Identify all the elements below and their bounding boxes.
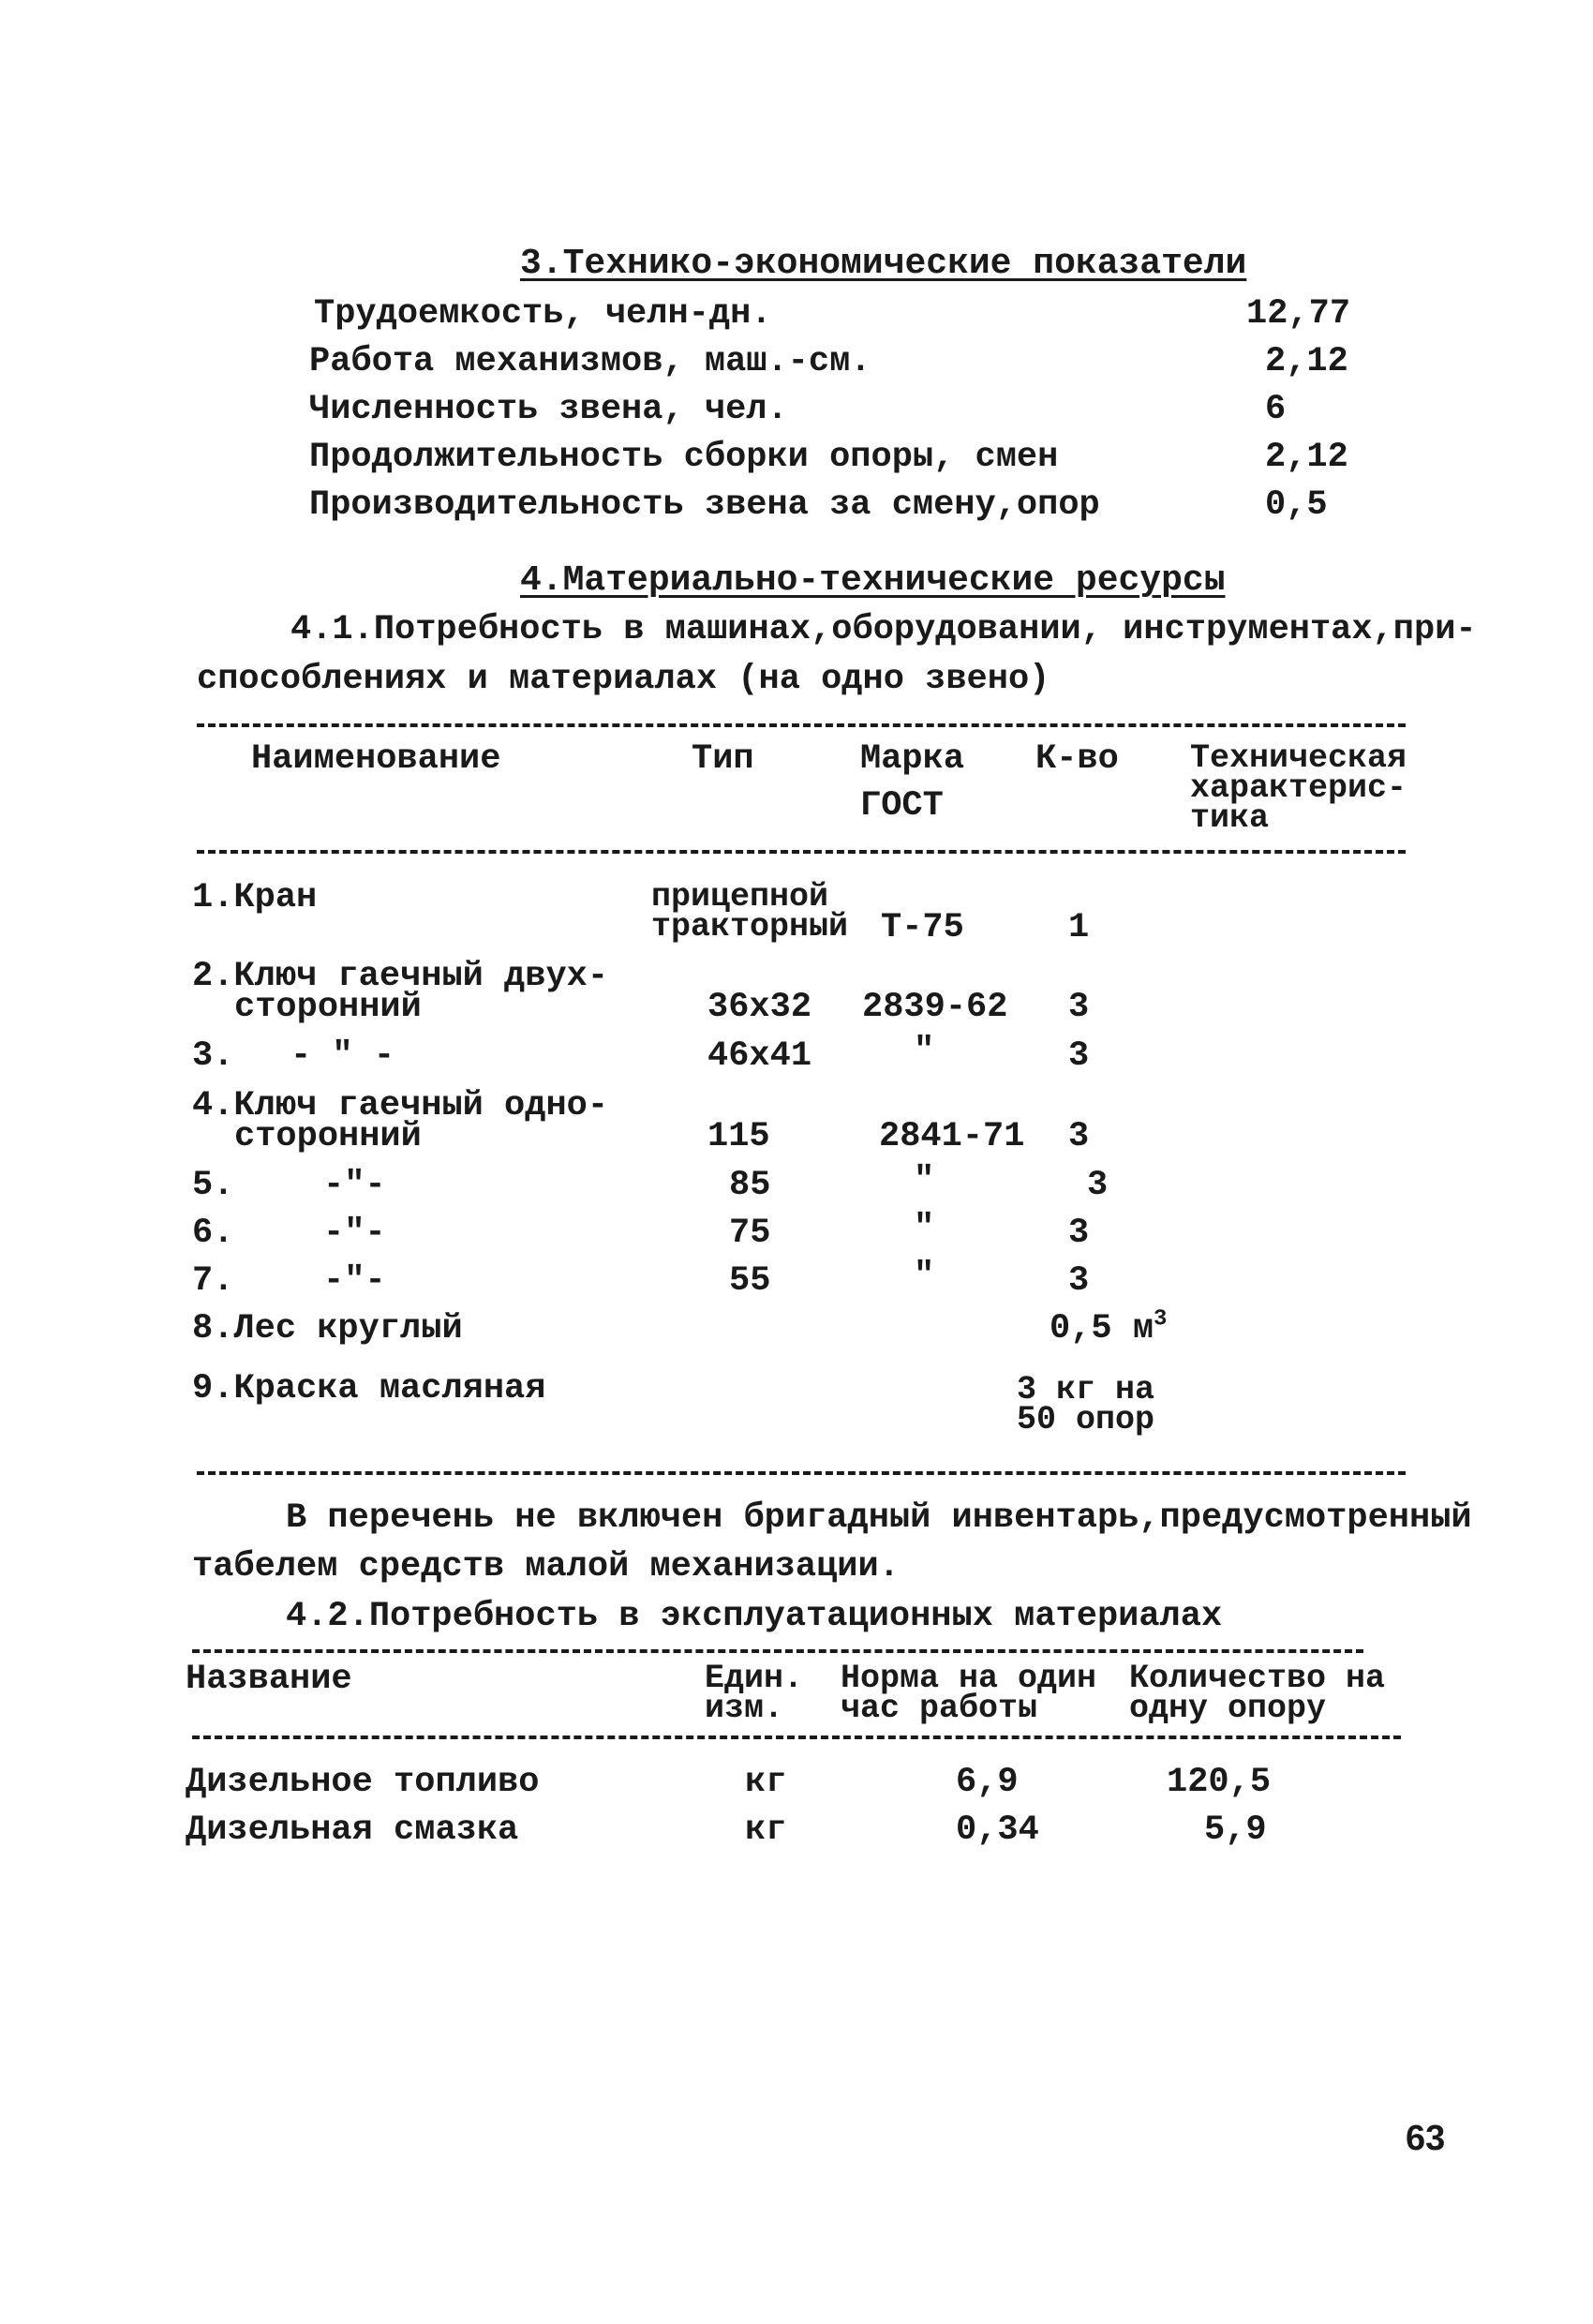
- page-number: 63: [1406, 2119, 1446, 2158]
- table1-cell-type: 46х41: [707, 1036, 812, 1076]
- table1-header-mark: Марка: [860, 739, 965, 779]
- table1-cell-qty: 50 опор: [1017, 1401, 1155, 1438]
- table1-cell-mark: Т-75: [881, 908, 964, 947]
- table1-cell-qty-value: 0,5 м: [1050, 1309, 1154, 1348]
- table2-header-rule: [192, 1736, 1401, 1739]
- note-line2: табелем средств малой механизации.: [192, 1547, 900, 1587]
- table1-cell-ditto: - " -: [290, 1036, 395, 1076]
- table2-cell-amount: 120,5: [1167, 1763, 1272, 1802]
- table2-header-amount: одну опору: [1129, 1690, 1327, 1727]
- indicator-value: 2,12: [1265, 342, 1348, 381]
- table1-cell-mark: 2839-62: [862, 988, 1008, 1027]
- table1-cell-ditto: -"-: [323, 1214, 386, 1253]
- table1-cell-type: 115: [707, 1117, 770, 1156]
- indicator-label: Работа механизмов, маш.-см.: [309, 342, 871, 381]
- table2-cell-unit: кг: [745, 1810, 787, 1850]
- table1-cell-type: тракторный: [651, 908, 849, 946]
- table1-cell-name: сторонний: [234, 988, 422, 1027]
- table1-cell-qty: 3: [1068, 1214, 1090, 1253]
- table2-cell-name: Дизельное топливо: [186, 1763, 540, 1802]
- table1-bottom-rule: [197, 1471, 1406, 1475]
- table1-header-tech: тика: [1190, 799, 1270, 837]
- table1-cell-qty: 3 кг на: [1017, 1371, 1155, 1408]
- table1-cell-name: 2.Ключ гаечный двух-: [192, 957, 609, 996]
- table1-cell-qty: 3: [1068, 988, 1090, 1027]
- table1-cell-qty: 1: [1068, 908, 1090, 947]
- indicator-value: 2,12: [1265, 438, 1348, 477]
- table1-cell-type: 55: [729, 1261, 771, 1301]
- table1-cell-name: 9.Краска масляная: [192, 1369, 546, 1408]
- table1-cell-name: 3.: [192, 1036, 234, 1076]
- table1-header-name: Наименование: [251, 739, 501, 779]
- table1-cell-mark: ": [914, 1257, 935, 1296]
- indicator-value: 0,5: [1265, 485, 1328, 525]
- table1-cell-name: 4.Ключ гаечный одно-: [192, 1086, 609, 1125]
- table1-header-tech: Техническая: [1190, 739, 1407, 777]
- table2-cell-name: Дизельная смазка: [186, 1810, 519, 1850]
- table2-header-norm: час работы: [841, 1690, 1038, 1727]
- table1-cell-name: 5.: [192, 1166, 234, 1205]
- table1-cell-name: 8.Лес круглый: [192, 1309, 463, 1348]
- table1-cell-ditto: -"-: [323, 1261, 386, 1301]
- table1-header-rule: [197, 850, 1406, 854]
- table2-header-name: Название: [186, 1660, 352, 1699]
- indicator-label: Трудоемкость, челн-дн.: [314, 294, 772, 334]
- subsection-4-1-line1: 4.1.Потребность в машинах,оборудовании, инструментах,при-: [290, 610, 1477, 649]
- table1-cell-name: 6.: [192, 1214, 234, 1253]
- subsection-4-1-line2: способлениях и материалах (на одно звено): [197, 660, 1050, 699]
- table1-top-rule: [197, 723, 1406, 727]
- table1-cell-type: прицепной: [651, 878, 829, 916]
- table1-cell-mark: 2841-71: [879, 1117, 1025, 1156]
- table1-header-qty: К-во: [1035, 739, 1119, 779]
- table2-header-unit: изм.: [705, 1690, 784, 1727]
- table2-cell-amount: 5,9: [1204, 1810, 1267, 1850]
- table1-cell-mark: ": [914, 1209, 935, 1248]
- note-line1: В перечень не включен бригадный инвентарь,предусмотренный: [286, 1498, 1472, 1538]
- table2-cell-unit: кг: [745, 1763, 787, 1802]
- table1-cell-name: 7.: [192, 1261, 234, 1301]
- table1-cell-name: 1.Кран: [192, 878, 318, 917]
- cubic-superscript: 3: [1154, 1306, 1168, 1333]
- table1-header-tech: характерис-: [1190, 769, 1407, 807]
- table1-cell-ditto: -"-: [323, 1166, 386, 1205]
- table1-cell-type: 85: [729, 1166, 771, 1205]
- table1-cell-type: 36х32: [707, 988, 812, 1027]
- indicator-label: Производительность звена за смену,опор: [309, 485, 1100, 525]
- section4-title: 4.Материально-технические ресурсы: [520, 560, 1226, 601]
- table1-cell-qty: 3: [1087, 1166, 1109, 1205]
- table1-cell-mark: ": [914, 1032, 935, 1071]
- table1-cell-qty: [1050, 1306, 1168, 1348]
- table1-header-gost: ГОСТ: [860, 786, 944, 826]
- indicator-label: Продолжительность сборки опоры, смен: [309, 438, 1059, 477]
- table1-cell-qty: 3: [1068, 1117, 1090, 1156]
- indicator-label: Численность звена, чел.: [309, 390, 788, 429]
- table2-header-norm: Норма на один: [841, 1660, 1097, 1697]
- table1-header-type: Тип: [692, 739, 754, 779]
- subsection-4-2-title: 4.2.Потребность в эксплуатационных материалах: [286, 1597, 1223, 1636]
- indicator-value: 12,77: [1246, 294, 1351, 334]
- table2-header-amount: Количество на: [1129, 1660, 1386, 1697]
- section3-title: 3.Технико-экономические показатели: [520, 244, 1247, 284]
- table1-cell-qty: 3: [1068, 1036, 1090, 1076]
- table2-header-unit: Един.: [705, 1660, 804, 1697]
- table2-cell-norm: 6,9: [956, 1763, 1019, 1802]
- table1-cell-type: 75: [729, 1214, 771, 1253]
- table1-cell-name: сторонний: [234, 1117, 422, 1156]
- table2-top-rule: [192, 1649, 1363, 1653]
- table1-cell-qty: 3: [1068, 1261, 1090, 1301]
- table1-cell-mark: ": [914, 1161, 935, 1200]
- table2-cell-norm: 0,34: [956, 1810, 1039, 1850]
- indicator-value: 6: [1265, 390, 1287, 429]
